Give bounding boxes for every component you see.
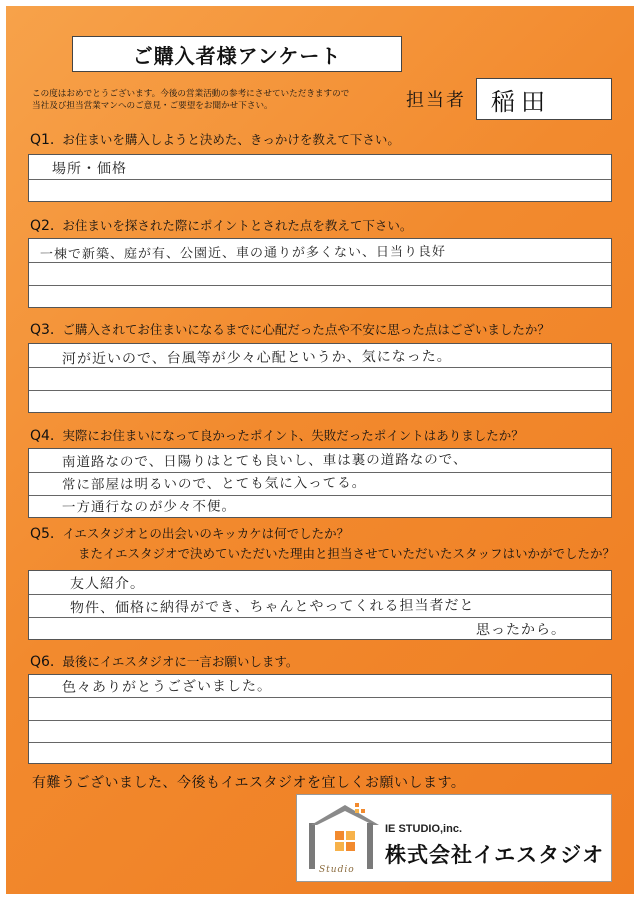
- intro-line: この度はおめでとうございます。今後の営業活動の参考にさせていただきますので: [32, 89, 350, 99]
- intro-line: 当社及び担当営業マンへのご意見・ご要望をお聞かせ下さい。: [32, 101, 273, 111]
- answer-text: 色々ありがとうございました。: [61, 678, 273, 696]
- question-5: [30, 524, 615, 564]
- rule-line: [29, 697, 611, 698]
- rule-line: [29, 617, 611, 618]
- logo-company-en: IE STUDIO,inc.: [385, 823, 463, 835]
- logo-studio-mark: Studio: [319, 865, 355, 875]
- answer-text: 一方通行なのが少々不便。: [61, 498, 237, 516]
- rule-line: [29, 262, 611, 263]
- question-text: お住まいを探された際にポイントとされた点を教えて下さい。: [62, 218, 413, 233]
- question-text: ご購入されてお住まいになるまでに心配だった点や不安に思った点はございましたか？: [62, 322, 550, 337]
- company-logo: [296, 794, 612, 882]
- survey-sheet: [6, 6, 634, 894]
- question-2: [30, 216, 412, 234]
- question-text: 実際にお住まいになって良かったポイント、失敗だったポイントはありましたか？: [62, 428, 524, 443]
- question-number: Q5.: [30, 526, 55, 542]
- staff-name-field: 稲田: [476, 78, 612, 120]
- question-4: [30, 426, 524, 444]
- answer-text: 南道路なので、日陽りはとても良いし、車は裏の道路なので、: [61, 451, 468, 471]
- answer-text: 思ったから。: [475, 621, 567, 639]
- question-number: Q3.: [30, 322, 55, 338]
- question-subtext: またイエスタジオで決めていただいた理由と担当させていただいたスタッフはいかがでしたか？: [78, 546, 616, 561]
- question-text: イエスタジオとの出会いのキッカケは何でしたか？: [62, 526, 350, 541]
- question-number: Q6.: [30, 654, 55, 670]
- answer-text: 場所・価格: [51, 160, 128, 178]
- intro-text: [32, 88, 402, 112]
- rule-line: [29, 742, 611, 743]
- rule-line: [29, 179, 611, 180]
- answer-text: 友人紹介。: [69, 575, 146, 593]
- closing-message: 有難うございました、今後もイエスタジオを宜しくお願いします。: [32, 775, 466, 791]
- question-6: [30, 652, 298, 670]
- question-text: お住まいを購入しようと決めた、きっかけを教えて下さい。: [62, 132, 400, 147]
- question-text: 最後にイエスタジオに一言お願いします。: [62, 654, 299, 669]
- question-number: Q2.: [30, 218, 55, 234]
- staff-label: 担当者: [406, 90, 466, 111]
- answer-text: 河が近いので、台風等が少々心配というか、気になった。: [61, 348, 452, 368]
- rule-line: [29, 720, 611, 721]
- answer-text: 常に部屋は明るいので、とても気に入ってる。: [61, 474, 367, 494]
- logo-company-name: 株式会社イエスタジオ: [385, 843, 605, 867]
- rule-line: [29, 285, 611, 286]
- rule-line: [29, 390, 611, 391]
- answer-text: 一棟で新築、庭が有、公園近、車の通りが多くない、日当り良好: [39, 244, 447, 263]
- answer-text: 物件、価格に納得ができ、ちゃんとやってくれる担当者だと: [69, 597, 475, 617]
- question-3: [30, 320, 550, 338]
- question-1: [30, 130, 400, 148]
- question-number: Q1.: [30, 132, 55, 148]
- page-title: ご購入者様アンケート: [72, 36, 402, 72]
- question-number: Q4.: [30, 428, 55, 444]
